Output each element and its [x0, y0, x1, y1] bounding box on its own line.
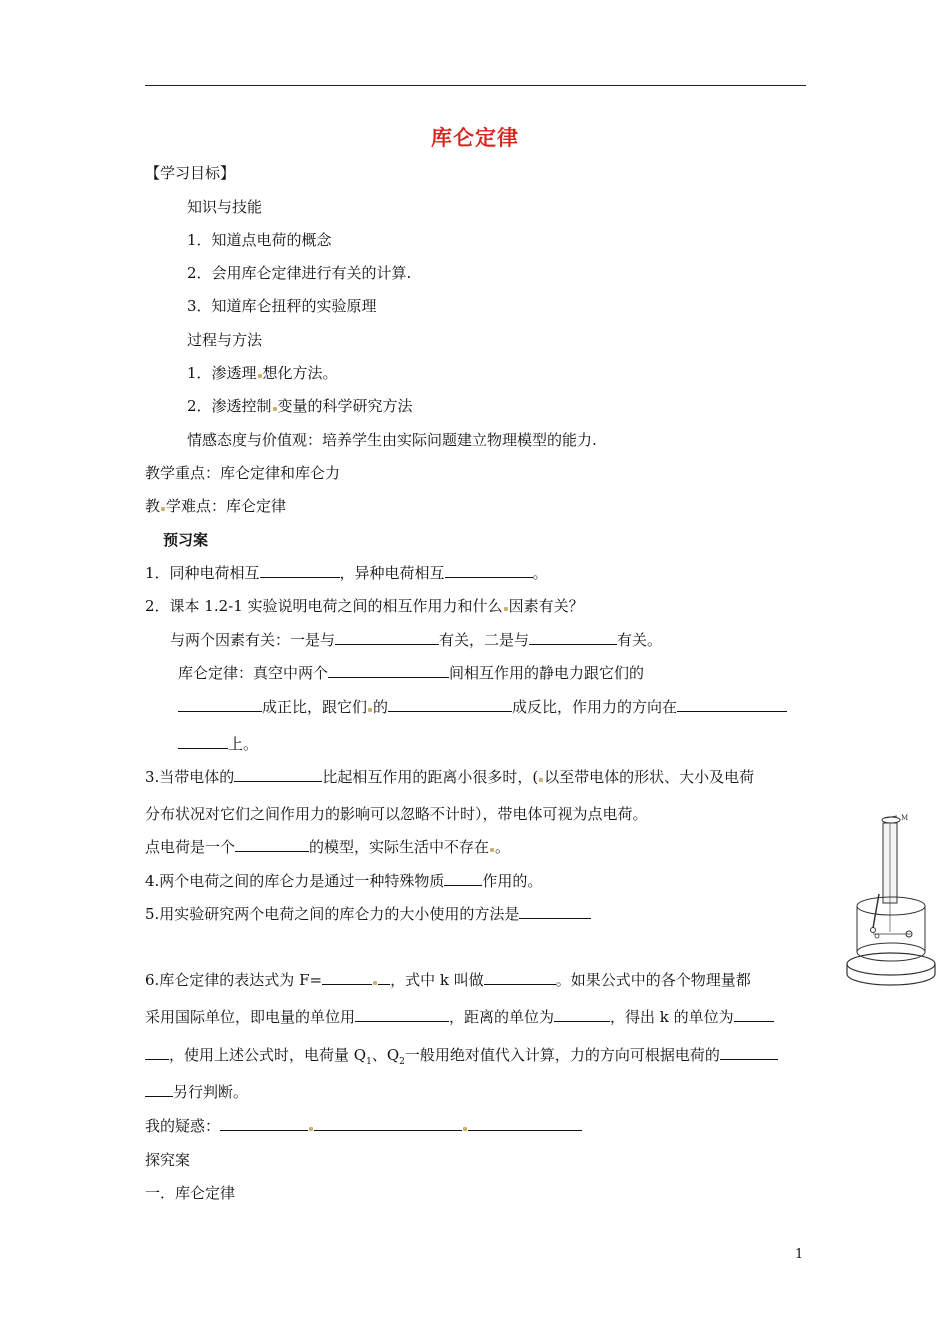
law3-text: 上。: [228, 735, 259, 753]
coulomb-law-line-2: [178, 697, 787, 717]
knowledge-header: 知识与技能: [187, 198, 263, 216]
law2-part-a: 成正比，跟它们: [262, 698, 368, 716]
q6-blank-3[interactable]: [355, 1007, 449, 1022]
doubt-line: [145, 1116, 582, 1136]
doubt-blank-3[interactable]: [468, 1116, 582, 1131]
q2-blank-2[interactable]: [529, 630, 617, 645]
q6-line4-text: 另行判断。: [173, 1083, 249, 1101]
process-item-2-part-b: 变量的科学研究方法: [277, 397, 413, 415]
law2-part-c: 成反比，作用力的方向在: [512, 698, 678, 716]
q2-factors-part-a: 与两个因素有关：一是与: [170, 631, 336, 649]
q3-line3-part-c: 。: [495, 838, 511, 856]
mark-dot: [258, 374, 262, 378]
mark-dot: [309, 1127, 313, 1131]
knowledge-item-2: 2．会用库仑定律进行有关的计算.: [187, 264, 412, 282]
preview-header: 预习案: [163, 531, 209, 549]
question-2-factors: [170, 630, 662, 650]
q3-part-b: 比起相互作用的距离小很多时，(: [322, 768, 539, 786]
q1-blank-1[interactable]: [260, 563, 340, 578]
question-6-line-4: [145, 1082, 248, 1102]
q6-part-c: 。如果公式中的各个物理量都: [555, 971, 751, 989]
mark-dot: [273, 407, 277, 411]
q6-blank-6-cont[interactable]: [145, 1082, 173, 1097]
header-rule: [145, 85, 806, 86]
mark-dot: [490, 848, 494, 852]
explore-header: 探究案: [145, 1151, 191, 1169]
page-number: 1: [795, 1247, 804, 1262]
knowledge-item-1: 1．知道点电荷的概念: [187, 231, 332, 249]
page-title: 库仑定律: [431, 126, 519, 150]
q1-part-a: 1．同种电荷相互: [145, 564, 260, 582]
q6-line2-part-c: ，得出 k 的单位为: [610, 1008, 734, 1026]
law-blank-3[interactable]: [388, 697, 512, 712]
q6-line3-part-c: 一般用绝对值代入计算，力的方向可根据电荷的: [404, 1046, 720, 1064]
mark-dot: [368, 708, 372, 712]
q4-part-a: 4.两个电荷之间的库仑力是通过一种特殊物质: [145, 872, 445, 890]
law-blank-2[interactable]: [178, 697, 262, 712]
law-blank-4[interactable]: [677, 697, 787, 712]
q1-blank-2[interactable]: [445, 563, 533, 578]
q3-line3-part-a: 点电荷是一个: [145, 838, 236, 856]
q6-blank-5-cont[interactable]: [145, 1045, 169, 1060]
q1-part-b: ，异种电荷相互: [339, 564, 445, 582]
process-item-1-part-a: 1．渗透理: [187, 364, 257, 382]
q6-blank-5[interactable]: [734, 1007, 774, 1022]
q3-blank-1[interactable]: [234, 767, 322, 782]
mark-dot: [463, 1127, 467, 1131]
question-3-line-3: [145, 837, 510, 857]
question-3-line-2: 分布状况对它们之间作用力的影响可以忽略不计时），带电体可视为点电荷。: [145, 805, 648, 823]
process-item-1-part-b: 想化方法。: [262, 364, 338, 382]
difficulty-part-b: 学难点：库仑定律: [166, 497, 287, 515]
difficulty-line: [145, 496, 286, 516]
section-1-heading: 一．库仑定律: [145, 1184, 236, 1202]
q6-line2-part-b: ，距离的单位为: [449, 1008, 555, 1026]
law-part-a: 库仑定律：真空中两个: [178, 664, 329, 682]
torsion-balance-figure: [843, 812, 939, 988]
q6-line3-part-b: 、Q: [371, 1046, 400, 1064]
q2-part-b: 因素有关？: [508, 597, 584, 615]
q4-blank[interactable]: [444, 871, 482, 886]
coulomb-law-line-3: [178, 734, 258, 754]
process-header: 过程与方法: [187, 331, 263, 349]
goals-header: 【学习目标】: [145, 164, 236, 182]
q6-part-b: ，式中 k 叫做: [390, 971, 484, 989]
question-3: [145, 767, 754, 787]
q6-blank-1-end[interactable]: [378, 970, 390, 985]
subscript-1: 1: [366, 1057, 372, 1067]
q5-blank[interactable]: [519, 904, 591, 919]
q6-blank-1[interactable]: [322, 970, 372, 985]
process-item-1: [187, 363, 338, 383]
mark-dot: [373, 981, 377, 985]
doubt-label: 我的疑惑：: [145, 1117, 221, 1135]
q6-blank-6[interactable]: [720, 1045, 778, 1060]
question-6: [145, 970, 751, 990]
q2-factors-part-b: 有关，二是与: [439, 631, 530, 649]
law2-part-b: 的: [373, 698, 389, 716]
q6-line3-part-a: ，使用上述公式时，电荷量 Q: [169, 1046, 367, 1064]
question-1: [145, 563, 548, 583]
law-blank-1[interactable]: [328, 663, 449, 678]
q3-part-c: 以至带电体的形状、大小及电荷: [544, 768, 755, 786]
mark-dot: [504, 607, 508, 611]
q6-line2-part-a: 采用国际单位，即电量的单位用: [145, 1008, 356, 1026]
q4-part-b: 作用的。: [482, 872, 543, 890]
doubt-blank-2[interactable]: [314, 1116, 462, 1131]
q3-blank-2[interactable]: [235, 837, 309, 852]
question-6-line-3: [145, 1045, 778, 1072]
q5-text: 5.用实验研究两个电荷之间的库仑力的大小使用的方法是: [145, 905, 520, 923]
q6-blank-2[interactable]: [484, 970, 556, 985]
question-4: [145, 871, 542, 891]
question-6-line-2: [145, 1007, 774, 1027]
subscript-2: 2: [399, 1057, 405, 1067]
mark-dot: [539, 778, 543, 782]
knowledge-item-3: 3．知道库仑扭秤的实验原理: [187, 297, 377, 315]
doubt-blank-1[interactable]: [220, 1116, 308, 1131]
question-5: [145, 904, 591, 924]
law-blank-5[interactable]: [178, 734, 228, 749]
q6-part-a: 6.库仑定律的表达式为 F=: [145, 971, 323, 989]
q2-factors-part-c: 有关。: [617, 631, 663, 649]
question-2: [145, 596, 584, 616]
figure-label: M: [901, 814, 909, 822]
difficulty-part-a: 教: [145, 497, 161, 515]
process-item-2-part-a: 2．渗透控制: [187, 397, 272, 415]
law-part-b: 间相互作用的静电力跟它们的: [449, 664, 645, 682]
q2-blank-1[interactable]: [335, 630, 439, 645]
process-item-2: [187, 396, 413, 416]
attitude-line: 情感态度与价值观：培养学生由实际问题建立物理模型的能力.: [187, 431, 597, 449]
q1-part-c: 。: [532, 564, 548, 582]
q3-line3-part-b: 的模型，实际生活中不存在: [309, 838, 490, 856]
q3-part-a: 3.当带电体的: [145, 768, 235, 786]
mark-dot: [161, 507, 165, 511]
coulomb-law-line-1: [178, 663, 644, 683]
q6-blank-4[interactable]: [554, 1007, 610, 1022]
q2-part-a: 2．课本 1.2-1 实验说明电荷之间的相互作用力和什么: [145, 597, 503, 615]
key-point: 教学重点：库仑定律和库仑力: [145, 464, 341, 482]
